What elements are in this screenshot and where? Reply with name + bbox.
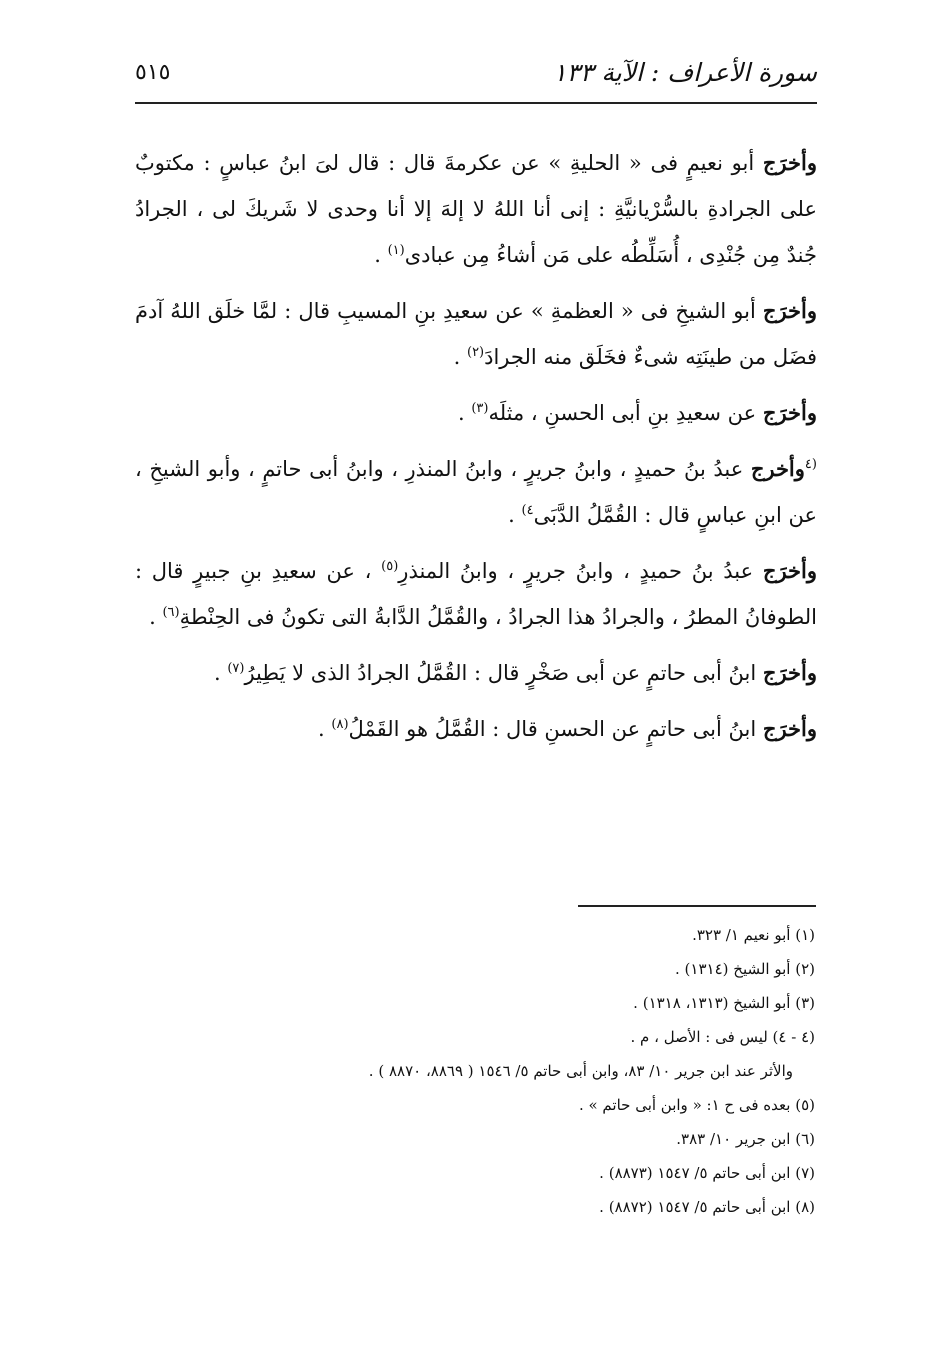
footnote-ref[interactable]: (٧) [227, 661, 245, 676]
paragraph-text: عن سعيدِ بنِ أبى الحسنِ ، مثلَه [488, 401, 757, 425]
paragraph-5 [135, 548, 817, 640]
paragraph-lead: وأخرَج [762, 716, 817, 741]
footnote-ref-open[interactable]: (٤ [804, 457, 817, 472]
footnote-ref[interactable]: (٢) [466, 345, 485, 360]
paragraph-lead: وأخرَج [762, 558, 817, 583]
paragraph-end: . [213, 661, 228, 685]
paragraph-end: . [508, 503, 522, 527]
page-header [135, 58, 817, 98]
paragraph-text: ابنُ أبى حاتمٍ عن أبى صَخْرٍ قال : القُمَّلُ الجرادُ الذى لا يَطِيرُ [244, 661, 757, 685]
paragraph-3 [135, 390, 817, 436]
main-text [135, 140, 817, 762]
footnote-ref[interactable]: (٨) [331, 717, 349, 732]
footnote-5: (٥) بعده فى ح ١: « وابن أبى حاتم » . [578, 1096, 815, 1114]
page-number: ٥١٥ [135, 60, 171, 85]
paragraph-lead: وأخرَج [762, 150, 817, 175]
paragraph-7 [135, 706, 817, 752]
paragraph-end: . [149, 605, 163, 629]
footnote-ref[interactable]: (١) [387, 243, 405, 258]
header-divider [135, 102, 817, 104]
footnote-6: (٦) ابن جرير ١٠/ ٣٨٣. [676, 1130, 815, 1148]
paragraph-text: عبدُ بنُ حميدٍ ، وابنُ جريرٍ ، وابنُ المنذرِ ، وابنُ أبى حاتمٍ ، وأبو الشيخِ ، عن ابنِ عباسٍ قال : القُمَّلُ الدَّبَى [135, 457, 817, 527]
paragraph-6 [135, 650, 817, 696]
footnote-8: (٨) ابن أبى حاتم ٥/ ١٥٤٧ (٨٨٧٢) . [599, 1198, 815, 1216]
footnote-ref[interactable]: (٦) [162, 605, 180, 620]
paragraph-4 [135, 446, 817, 538]
paragraph-lead: وأخرَج [762, 400, 817, 425]
paragraph-text: ابنُ أبى حاتمٍ عن الحسنِ قال : القُمَّلُ هو القَمْلُ [348, 717, 757, 741]
footnote-1: (١) أبو نعيم ١/ ٣٢٣. [692, 926, 815, 944]
footnote-4-continued: والأثر عند ابن جرير ١٠/ ٨٣، وابن أبى حاتم ٥/ ١٥٤٦ ( ٨٨٦٩، ٨٨٧٠ ) . [368, 1062, 793, 1080]
paragraph-text: أبو نعيمٍ فى « الحليةِ » عن عكرمةَ قال : قال لىَ ابنُ عباسٍ : مكتوبٌ على الجرادةِ بالسُّرْيانيَّةِ : إنى أنا اللهُ لا إلهَ إلا أنا وحدى لا شَريكَ لى ، الجرادُ جُندٌ مِن جُنْدِى ، أُسَلِّطُه على مَن أشاءُ مِن عبادى [135, 151, 817, 267]
paragraph-text-continued: ، عن سعيدِ بنِ جبيرٍ قال : الطوفانُ المطرُ ، والجرادُ هذا الجرادُ ، والقُمَّلُ الدَّابةُ التى تكونُ فى الحِنْطةِ [135, 559, 817, 629]
footnote-divider [578, 905, 816, 907]
paragraph-text: أبو الشيخِ فى « العظمةِ » عن سعيدِ بنِ المسيبِ قال : لمَّا خلَق اللهُ آدمَ فضَل من طينَتِه شىءٌ فخَلَق منه الجرادَ [135, 299, 817, 369]
surah-title: سورة الأعراف : الآية ١٣٣ [553, 58, 817, 87]
footnote-ref[interactable]: (٣) [471, 401, 489, 416]
footnote-7: (٧) ابن أبى حاتم ٥/ ١٥٤٧ (٨٨٧٣) . [599, 1164, 815, 1182]
footnote-2: (٢) أبو الشيخ (١٣١٤) . [675, 960, 815, 978]
paragraph-lead: وأخرج [750, 456, 805, 481]
paragraph-end: . [374, 243, 388, 267]
footnotes [135, 918, 815, 1224]
paragraph-1 [135, 140, 817, 278]
paragraph-end: . [318, 717, 332, 741]
footnote-ref[interactable]: (٥) [381, 559, 399, 574]
paragraph-lead: وأخرَج [762, 298, 817, 323]
footnote-ref-close[interactable]: ٤) [521, 503, 534, 518]
footnote-3: (٣) أبو الشيخ (١٣١٣، ١٣١٨) . [633, 994, 815, 1012]
paragraph-text: عبدُ بنُ حميدٍ ، وابنُ جريرٍ ، وابنُ المنذرِ [398, 559, 754, 583]
paragraph-end: . [457, 401, 472, 425]
footnote-4: (٤ - ٤) ليس فى : الأصل ، م . [630, 1028, 815, 1046]
paragraph-lead: وأخرَج [762, 660, 817, 685]
paragraph-end: . [453, 345, 467, 369]
paragraph-2 [135, 288, 817, 380]
